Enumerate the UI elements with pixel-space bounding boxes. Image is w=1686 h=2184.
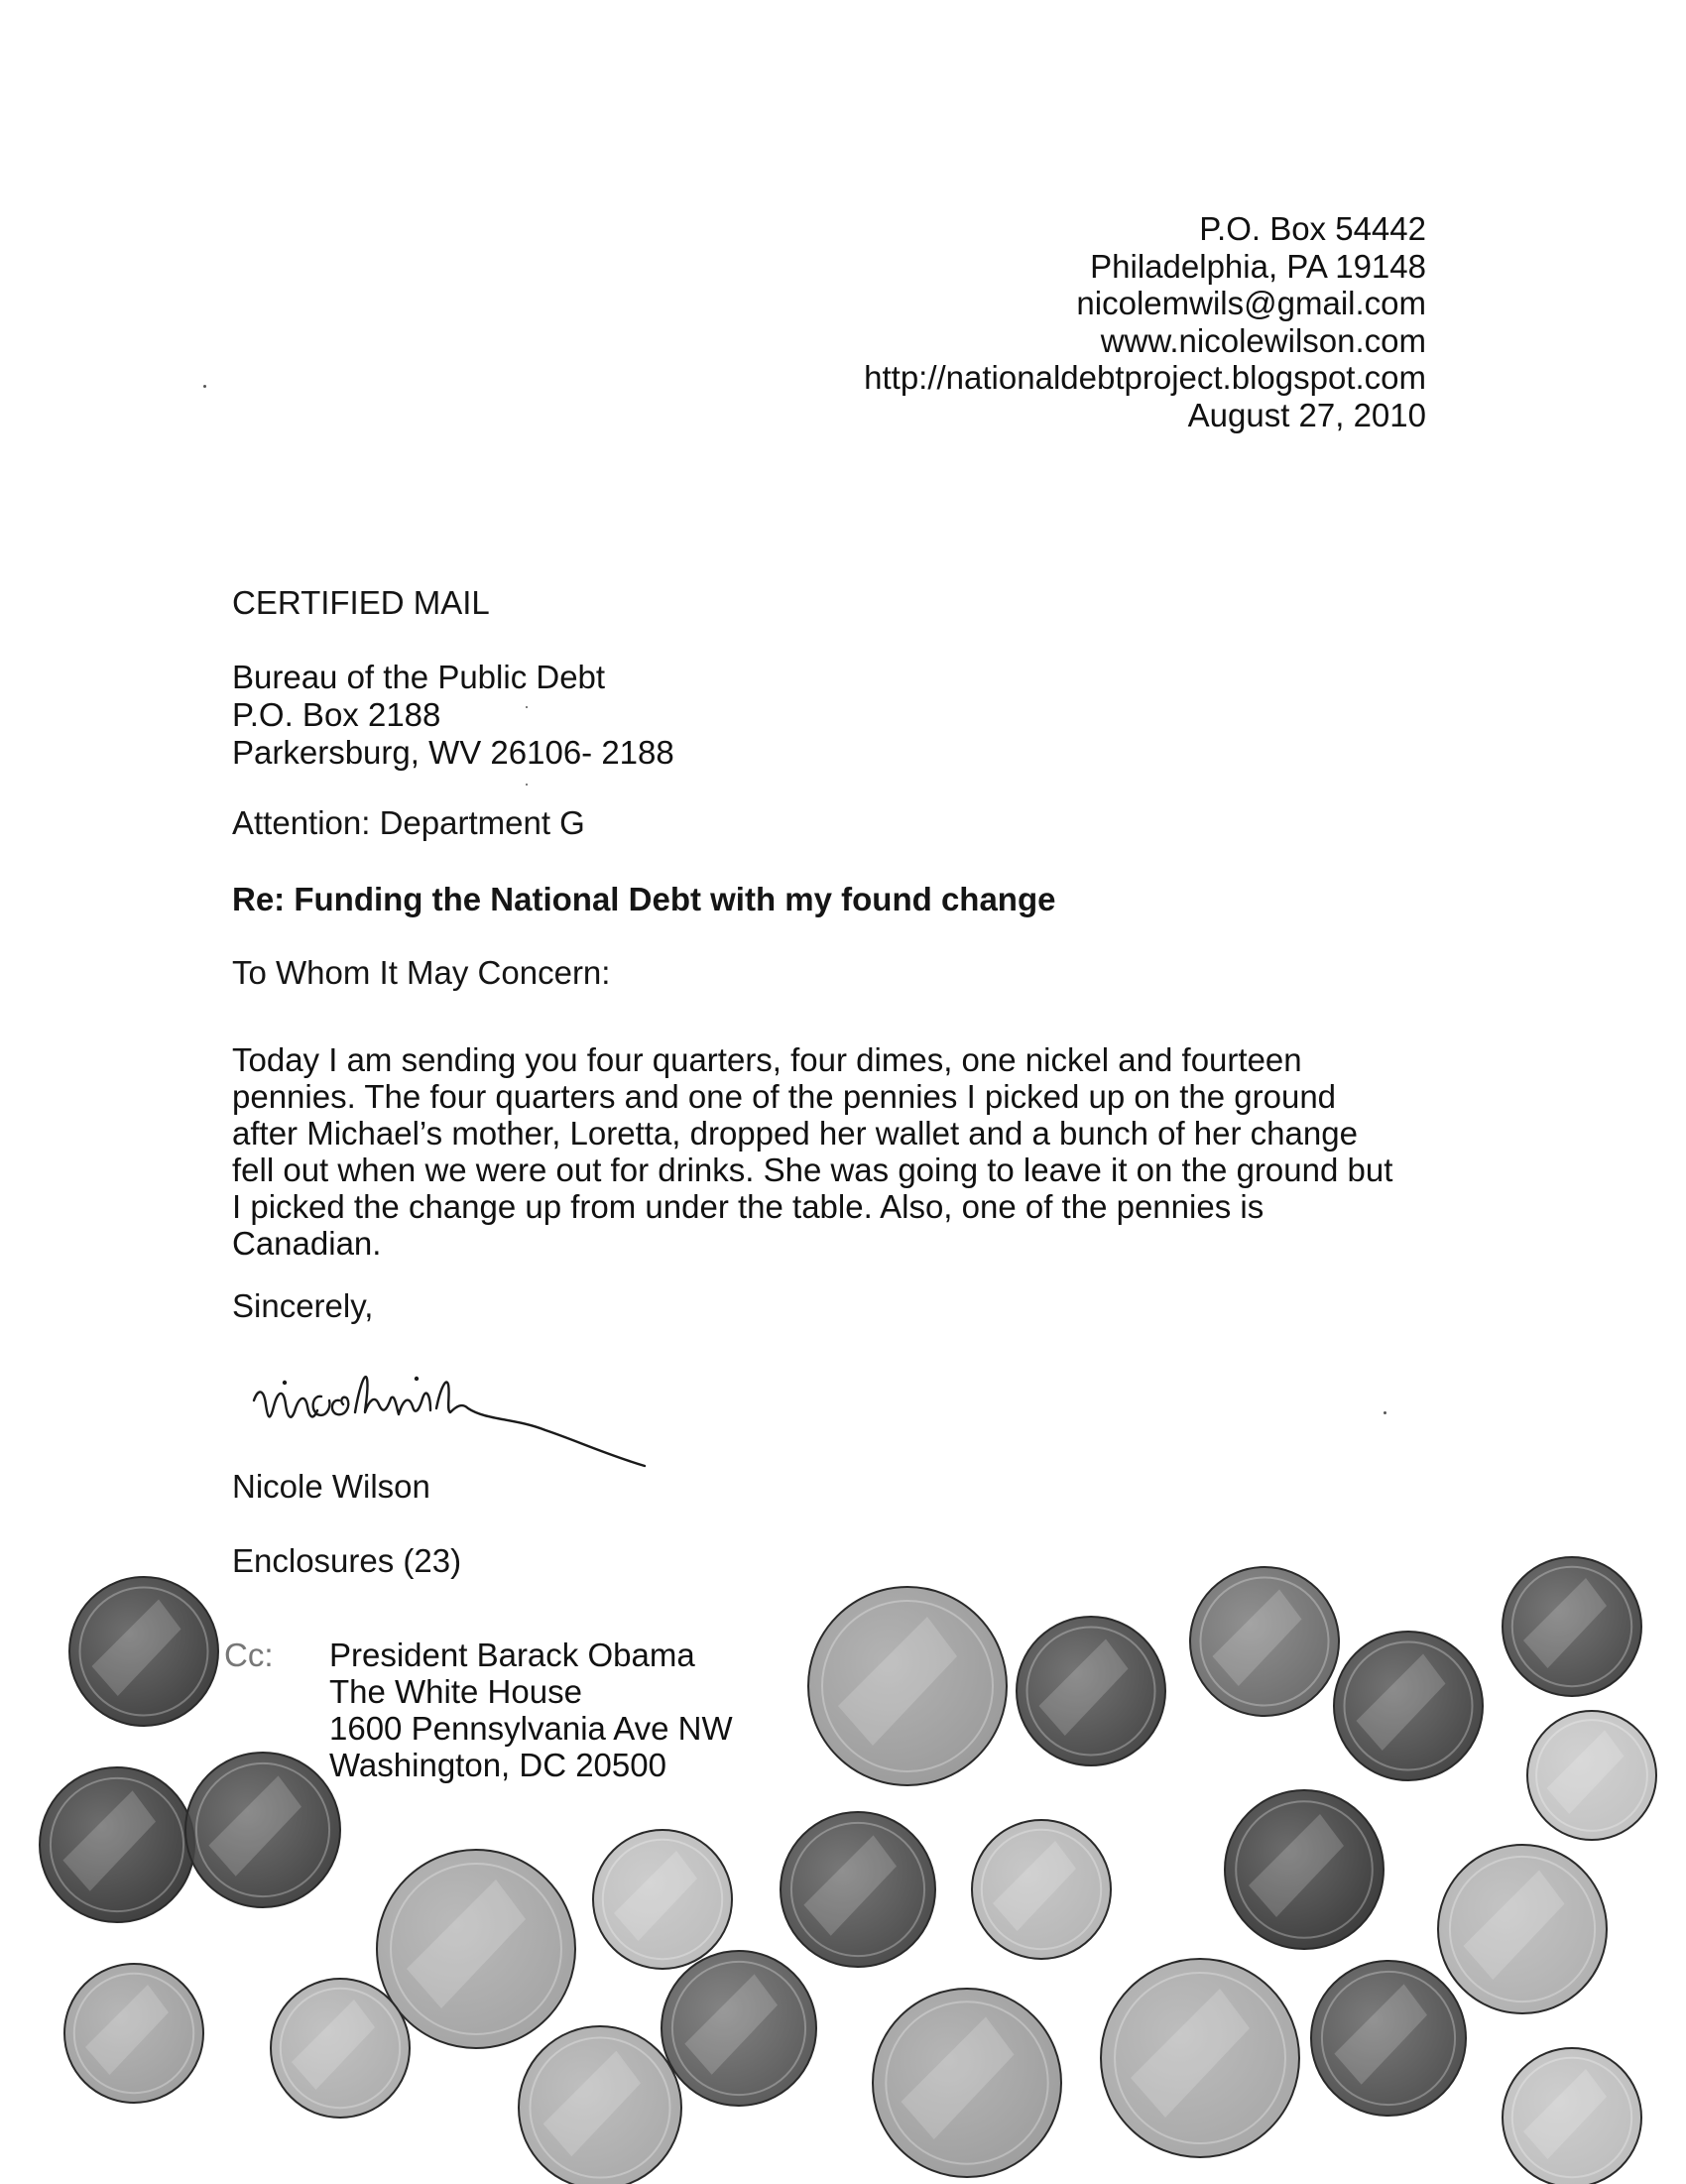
sender-po-box: P.O. Box 54442 (1199, 210, 1426, 247)
cc-address (329, 1637, 733, 1783)
body-line: Today I am sending you four quarters, four dimes, one nickel and fourteen (232, 1041, 1302, 1078)
body-line: pennies. The four quarters and one of the pennies I picked up on the ground (232, 1078, 1337, 1115)
dime-coin (271, 1979, 410, 2118)
dime-coin (1527, 1711, 1656, 1840)
sender-email: nicolemwils@gmail.com (1076, 285, 1426, 321)
salutation: To Whom It May Concern: (232, 954, 611, 991)
subject-line: Re: Funding the National Debt with my found change (232, 881, 1056, 917)
body-line: I picked the change up from under the table. Also, one of the pennies is (232, 1188, 1264, 1225)
cc-recipient-name: President Barack Obama (329, 1637, 695, 1673)
enclosures-count: Enclosures (23) (232, 1542, 462, 1579)
signature-name: Nicole Wilson (232, 1468, 430, 1505)
quarter-coin (873, 1989, 1061, 2177)
recipient-address-block (232, 659, 674, 772)
body-paragraph (232, 1041, 1422, 1262)
body-line: fell out when we were out for drinks. She was going to leave it on the ground but (232, 1152, 1393, 1188)
recipient-city: Parkersburg, WV 26106- 2188 (232, 734, 674, 771)
penny-coin (1311, 1961, 1466, 2116)
mail-type: CERTIFIED MAIL (232, 584, 490, 621)
cc-label: Cc: (224, 1637, 274, 1673)
sender-city: Philadelphia, PA 19148 (1090, 247, 1426, 285)
closing: Sincerely, (232, 1287, 374, 1324)
recipient-name: Bureau of the Public Debt (232, 659, 606, 695)
dime-coin (1503, 2048, 1641, 2184)
quarter-coin (808, 1587, 1007, 1785)
quarter-coin (1101, 1959, 1299, 2157)
scan-speck (526, 784, 528, 786)
penny-coin (185, 1753, 340, 1907)
penny-coin (1334, 1632, 1483, 1780)
quarter-coin (377, 1850, 575, 2048)
sender-blog: http://nationaldebtproject.blogspot.com (864, 359, 1426, 396)
handwritten-signature (248, 1349, 803, 1478)
penny-coin (1503, 1557, 1641, 1696)
quarter-coin (519, 2026, 681, 2184)
quarter-coin (1438, 1845, 1607, 2013)
penny-coin (1225, 1790, 1384, 1949)
penny-coin (40, 1767, 194, 1922)
sender-address-block (864, 210, 1426, 433)
body-line: Canadian. (232, 1225, 382, 1262)
attention-line: Attention: Department G (232, 804, 585, 841)
body-line: after Michael’s mother, Loretta, dropped her wallet and a bunch of her change (232, 1115, 1358, 1152)
letter-date: August 27, 2010 (1187, 396, 1426, 433)
dime-coin (64, 1964, 203, 2103)
cc-recipient-street: 1600 Pennsylvania Ave NW (329, 1710, 733, 1747)
dime-coin (1190, 1567, 1339, 1716)
penny-coin (69, 1577, 218, 1726)
scan-speck (203, 385, 206, 388)
penny-coin (662, 1951, 816, 2106)
penny-coin (1017, 1617, 1165, 1765)
recipient-po-box: P.O. Box 2188 (232, 696, 441, 733)
sender-website: www.nicolewilson.com (1100, 321, 1426, 359)
dime-coin (972, 1820, 1111, 1959)
penny-coin (781, 1812, 935, 1967)
cc-recipient-city: Washington, DC 20500 (329, 1747, 666, 1783)
dime-coin (593, 1830, 732, 1969)
scan-speck (1384, 1411, 1386, 1414)
cc-recipient-org: The White House (329, 1673, 582, 1710)
